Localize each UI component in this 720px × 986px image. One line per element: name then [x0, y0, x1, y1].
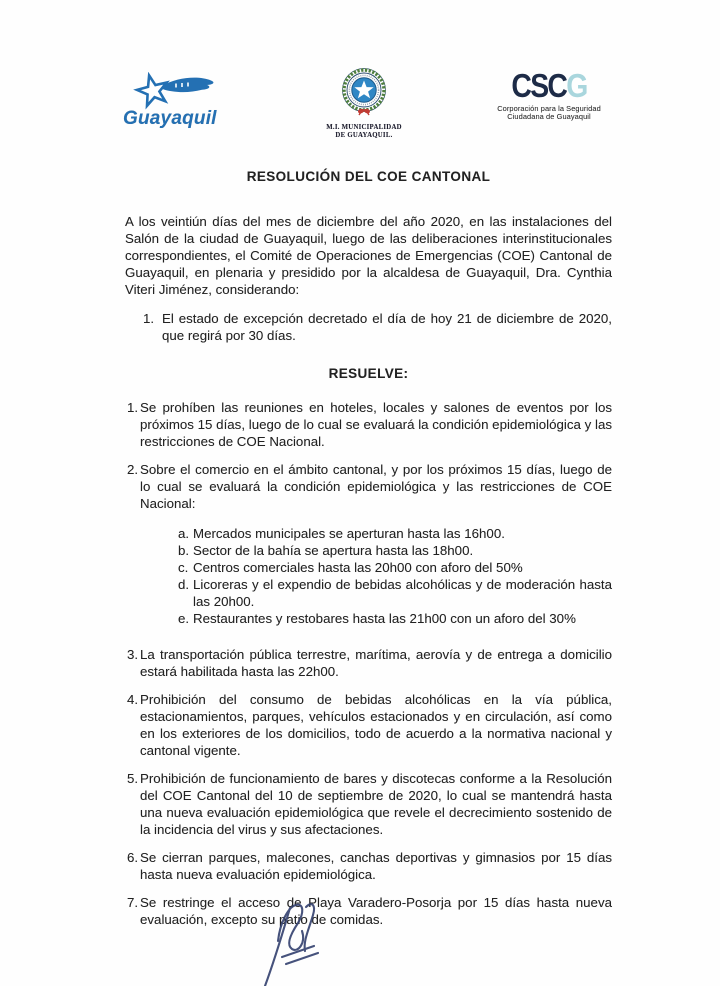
guayaquil-logo	[123, 72, 223, 130]
resolution-item-3	[127, 646, 612, 680]
cscg-caption	[490, 105, 608, 121]
item-number: 2.	[127, 462, 139, 477]
considering-item-number: 1.	[143, 311, 155, 326]
sublist-item-b	[178, 542, 612, 559]
item-text: La transportación pública terrestre, marítima, aerovía y de entrega a domicilio estará habilitada hasta las 22h00.	[140, 647, 612, 679]
cscg-logo	[490, 67, 608, 121]
cscg-letters	[498, 67, 599, 104]
sublist-item-c	[178, 559, 612, 576]
seal-caption-line1: M.I. MUNICIPALIDAD	[326, 124, 402, 131]
sublist-item-a	[178, 525, 612, 542]
item-text: Se prohíben las reuniones en hoteles, locales y salones de eventos por los próximos 15 días, luego de lo cual se evaluará la condición epidemiológica y las restricciones de COE Nacional.	[140, 400, 612, 449]
resolve-heading: RESUELVE:	[328, 366, 409, 381]
seal-caption	[320, 124, 408, 139]
item-number: 4.	[127, 692, 139, 707]
item-number: 3.	[127, 647, 139, 662]
item-text: Sobre el comercio en el ámbito cantonal, y por los próximos 15 días, luego de lo cual se evaluará la condición epidemiológica y las restricciones de COE Nacional:	[140, 462, 612, 511]
guayaquil-star-swoosh-icon	[131, 72, 223, 110]
sublist-text: Sector de la bahía se apertura hasta las 18h00.	[193, 543, 474, 558]
sublist-text: Restaurantes y restobares hasta las 21h00 con un aforo del 30%	[193, 611, 576, 626]
resolutions-list	[127, 399, 612, 939]
resolution-item-4	[127, 691, 612, 759]
item-number: 6.	[127, 850, 139, 865]
commerce-sublist	[178, 525, 612, 627]
guayaquil-logo-text: Guayaquil	[123, 108, 217, 129]
cscg-letter-light: G	[566, 67, 587, 104]
intro-paragraph: A los veintiún días del mes de diciembre del año 2020, en las instalaciones del Salón de la ciudad de Guayaquil, luego de las deliberaciones interinstitucionales correspondientes, el Comité de Operaciones de Emergencias (COE) Cantonal de Guayaquil, en plenaria y presidido por la alcaldesa de Guayaquil, Dra. Cynthia Viteri Jiménez, considerando:	[125, 214, 612, 297]
considering-list	[143, 310, 612, 344]
item-text: Prohibición del consumo de bebidas alcohólicas en la vía pública, estacionamientos, parques, vehículos estacionados y en circulación, así como en los exteriores de los domicilios, todo de acuerdo a la normativa nacional y cantonal vigente.	[140, 692, 612, 758]
item-text: Se cierran parques, malecones, canchas deportivas y gimnasios por 15 días hasta nueva evaluación epidemiológica.	[140, 850, 612, 882]
cscg-caption-line1: Corporación para la Seguridad	[497, 104, 601, 113]
sublist-letter: c.	[178, 560, 189, 575]
cscg-letters-dark: CSC	[511, 67, 567, 104]
sublist-letter: a.	[178, 526, 190, 541]
resolution-item-6	[127, 849, 612, 883]
item-text: Se restringe el acceso de Playa Varadero-Posorja por 15 días hasta nueva evaluación, excepto su patio de comidas.	[140, 895, 612, 927]
sublist-letter: d.	[178, 577, 190, 592]
item-number: 7.	[127, 895, 139, 910]
resolution-item-1	[127, 399, 612, 450]
sublist-letter: e.	[178, 611, 190, 626]
item-text: Prohibición de funcionamiento de bares y discotecas conforme a la Resolución del COE Cantonal del 10 de septiembre de 2020, lo cual se mantendrá hasta una nueva evaluación epidemiológica que revele el decrecimiento sostenido de la incidencia del virus y sus afectaciones.	[140, 771, 612, 837]
document-title: RESOLUCIÓN DEL COE CANTONAL	[246, 169, 491, 184]
item-body	[140, 461, 612, 635]
sublist-letter: b.	[178, 543, 190, 558]
resolution-item-5	[127, 770, 612, 838]
municipal-seal-icon	[338, 66, 390, 118]
sublist-text: Centros comerciales hasta las 20h00 con aforo del 50%	[193, 560, 523, 575]
considering-item-text: El estado de excepción decretado el día de hoy 21 de diciembre de 2020, que regirá por 30 días.	[162, 311, 612, 343]
resolution-item-7	[127, 894, 612, 928]
item-number: 1.	[127, 400, 139, 415]
sublist-text: Mercados municipales se aperturan hasta las 16h00.	[193, 526, 505, 541]
resolution-item-2	[127, 461, 612, 635]
cscg-caption-line2: Ciudadana de Guayaquil	[507, 112, 591, 121]
municipality-seal-logo	[320, 66, 408, 139]
sublist-item-e	[178, 610, 612, 627]
seal-caption-line2: DE GUAYAQUIL.	[335, 131, 393, 139]
considering-item	[143, 310, 612, 344]
sublist-text: Licoreras y el expendio de bebidas alcohólicas y de moderación hasta las 20h00.	[193, 577, 612, 609]
sublist-item-d	[178, 576, 612, 610]
item-number: 5.	[127, 771, 139, 786]
signature-scribble	[250, 893, 340, 986]
